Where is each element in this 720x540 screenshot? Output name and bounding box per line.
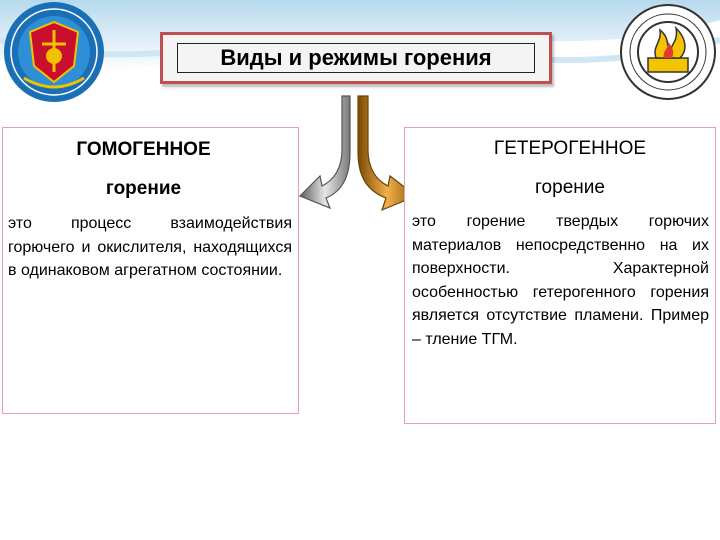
homogeneous-description: это процесс взаимодействия горючего и окислителя, находящихся в одинаковом агрегатном состоянии.	[8, 215, 292, 279]
university-emblem-icon	[2, 0, 106, 104]
heterogeneous-subheading: горение	[535, 177, 605, 198]
homogeneous-panel	[2, 127, 299, 414]
heterogeneous-panel	[404, 127, 716, 424]
page-title: Виды и режимы горения	[177, 43, 535, 73]
arrow-left-grey-icon	[300, 96, 350, 208]
heterogeneous-heading: ГЕТЕРОГЕННОЕ	[493, 138, 647, 159]
heterogeneous-description: это горение твердых горючих материалов непосредственно на их поверхности. Характерной особенностью гетерогенного горения является отсутствие пламени. Пример – тление ТГМ.	[412, 213, 709, 348]
homogeneous-subheading: горение	[105, 178, 182, 199]
homogeneous-heading: ГОМОГЕННОЕ	[76, 139, 211, 160]
fire-safety-logo-icon	[618, 2, 718, 102]
split-arrows-diagram	[296, 92, 420, 226]
title-banner	[160, 32, 552, 84]
